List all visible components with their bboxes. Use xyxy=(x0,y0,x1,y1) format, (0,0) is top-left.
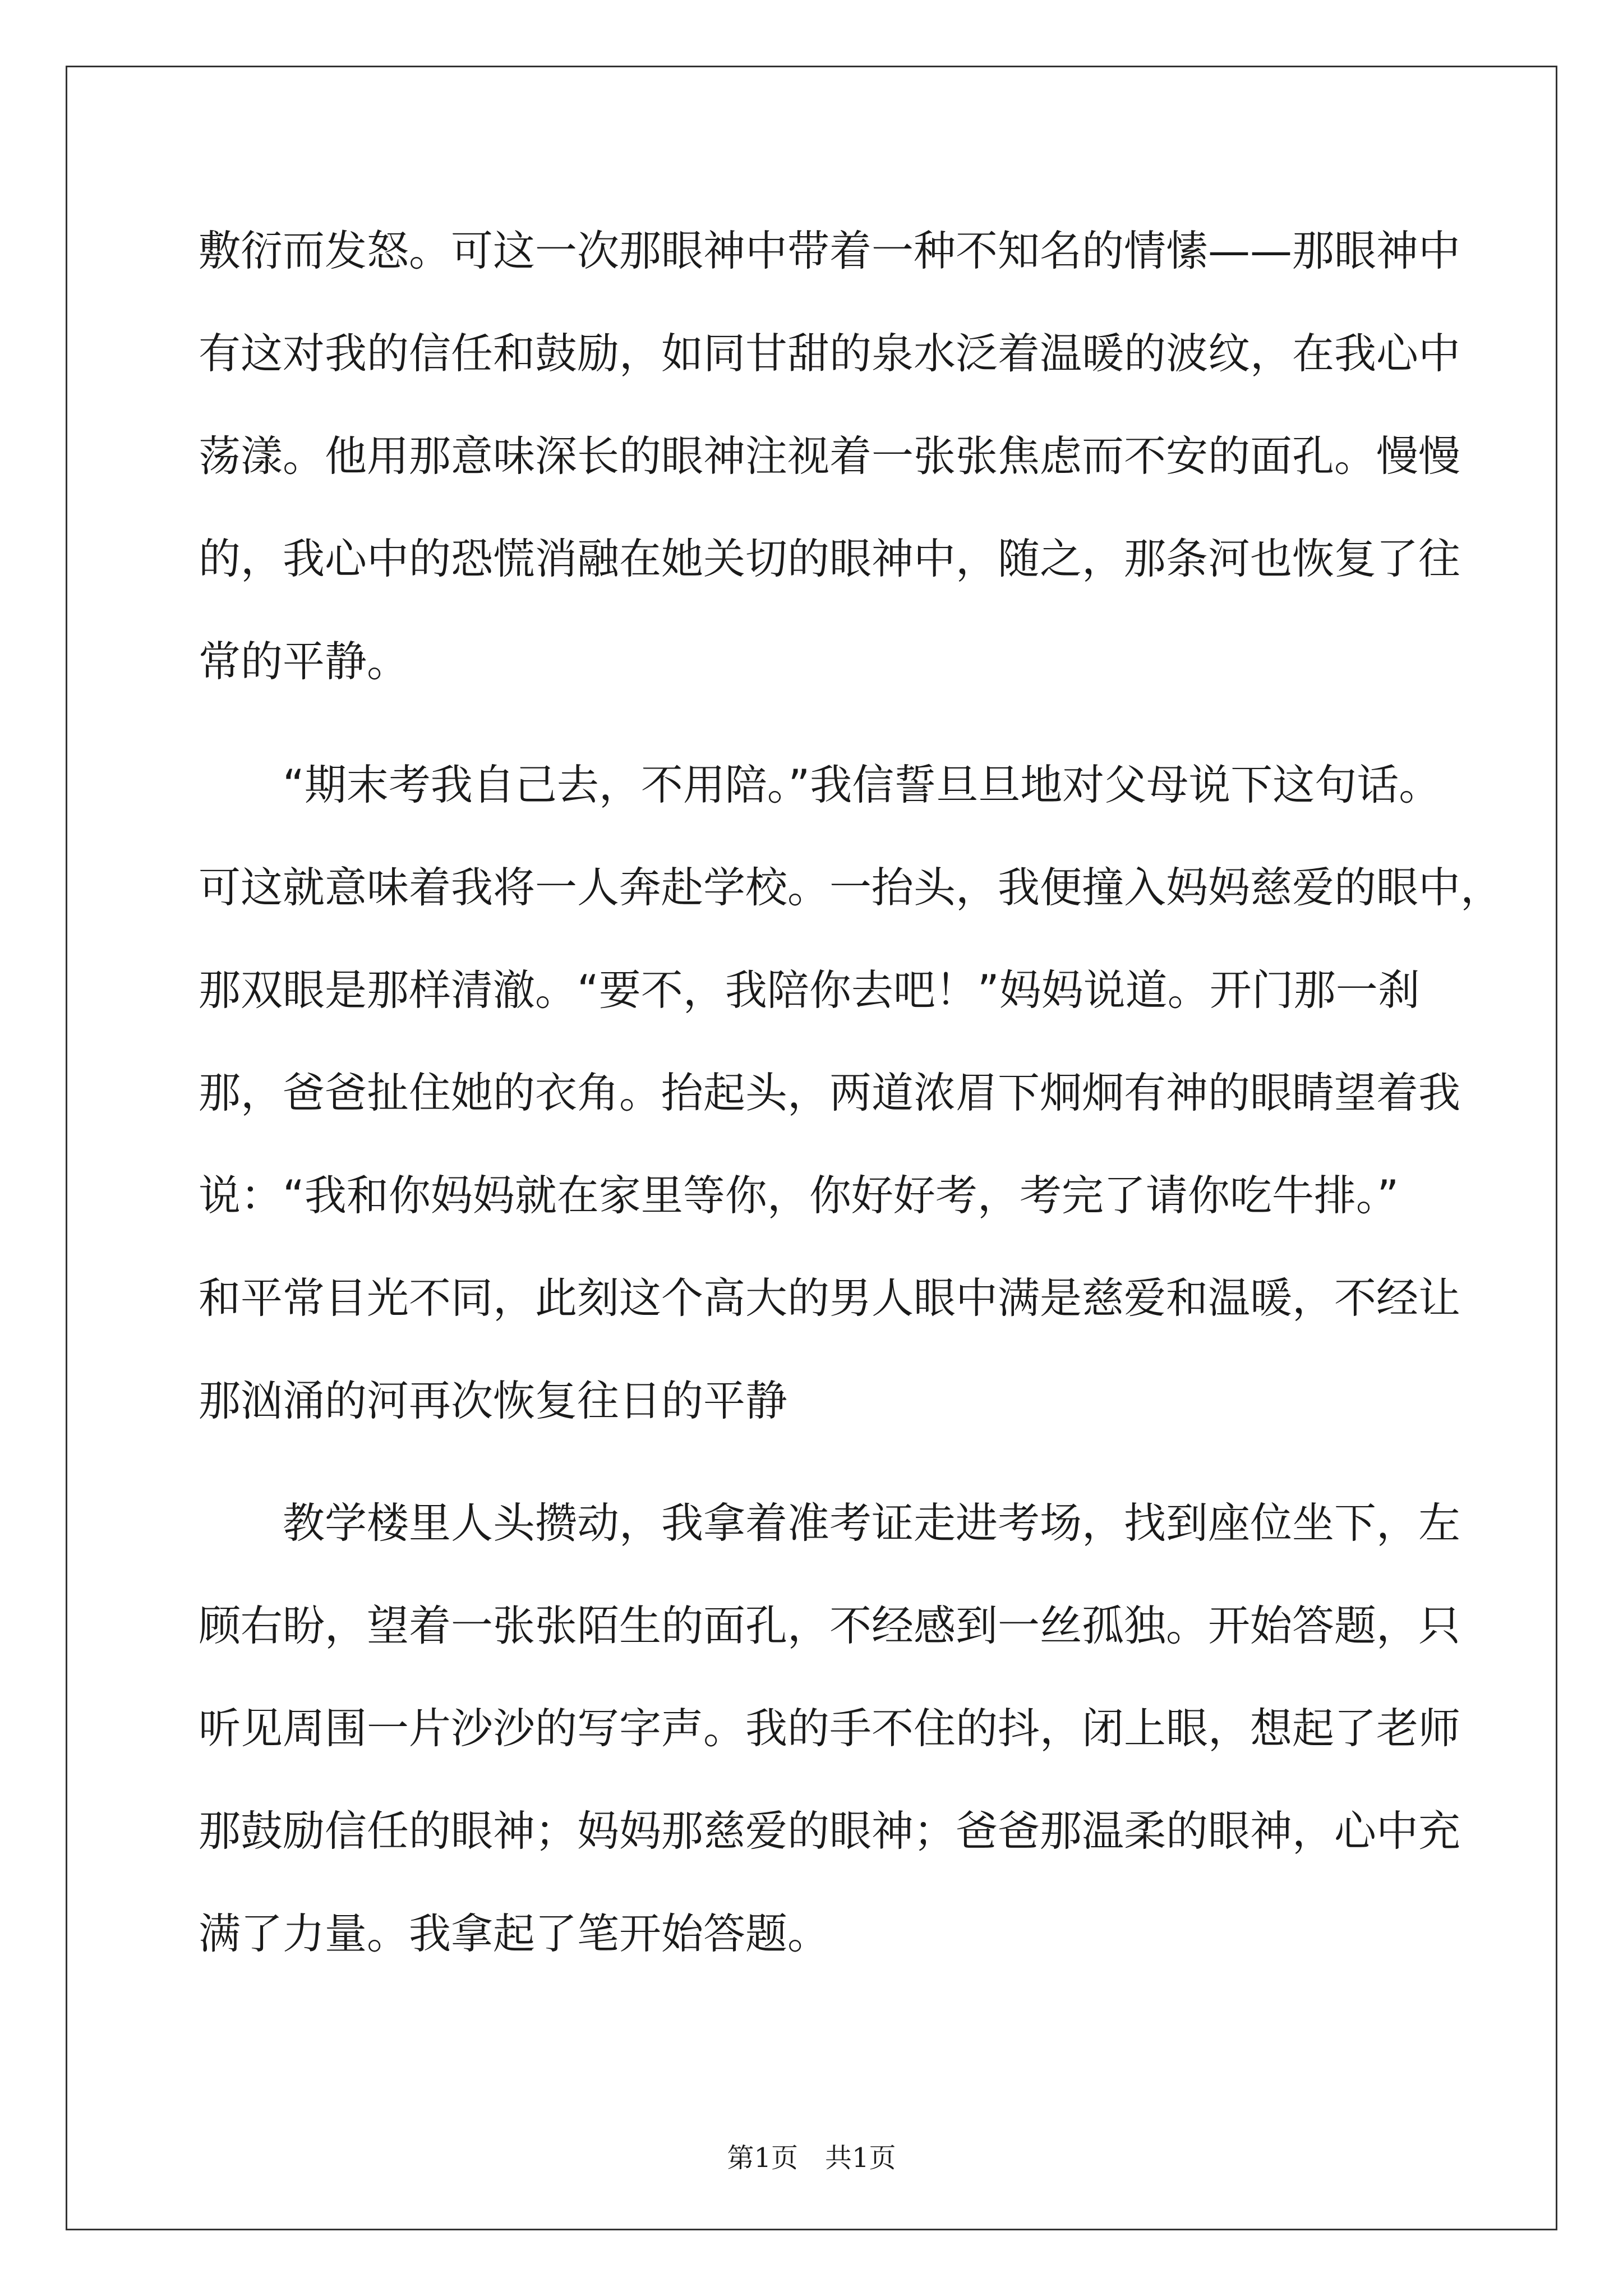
text-line: 荡漾。他用那意味深长的眼神注视着一张张焦虑而不安的面孔。慢慢 xyxy=(199,431,1461,481)
text-line: 有这对我的信任和鼓励，如同甘甜的泉水泛着温暖的波纹，在我心中 xyxy=(199,329,1461,378)
text-line: 敷衍而发怒。可这一次那眼神中带着一种不知名的情愫——那眼神中 xyxy=(199,226,1461,275)
text-line: 的，我心中的恐慌消融在她关切的眼神中，随之，那条河也恢复了往 xyxy=(199,534,1461,583)
text-line: 常的平静。 xyxy=(199,637,409,686)
text-line: 满了力量。我拿起了笔开始答题。 xyxy=(199,1909,830,1958)
text-line: “期末考我自己去，不用陪。”我信誓旦旦地对父母说下这句话。 xyxy=(199,760,1441,809)
page-footer: 第1页 共1页 xyxy=(727,2142,896,2174)
text-line: 那汹涌的河再次恢复往日的平静 xyxy=(199,1376,788,1425)
text-line: 顾右盼，望着一张张陌生的面孔，不经感到一丝孤独。开始答题，只 xyxy=(199,1601,1461,1650)
text-line: 那，爸爸扯住她的衣角。抬起头，两道浓眉下炯炯有神的眼睛望着我 xyxy=(199,1068,1461,1117)
text-line: 和平常目光不同，此刻这个高大的男人眼中满是慈爱和温暖，不经让 xyxy=(199,1273,1461,1323)
text-line: 说：“我和你妈妈就在家里等你，你好好考，考完了请你吃牛排。” xyxy=(199,1171,1399,1220)
text-line: 那鼓励信任的眼神；妈妈那慈爱的眼神；爸爸那温柔的眼神，心中充 xyxy=(199,1806,1461,1856)
text-line: 可这就意味着我将一人奔赴学校。一抬头，我便撞入妈妈慈爱的眼中， xyxy=(199,863,1503,912)
text-line: 那双眼是那样清澈。“要不，我陪你去吧！”妈妈说道。开门那一刹 xyxy=(199,965,1420,1015)
text-line: 教学楼里人头攒动，我拿着准考证走进考场，找到座位坐下，左 xyxy=(199,1498,1461,1548)
text-line: 听见周围一片沙沙的写字声。我的手不住的抖，闭上眼，想起了老师 xyxy=(199,1704,1461,1753)
